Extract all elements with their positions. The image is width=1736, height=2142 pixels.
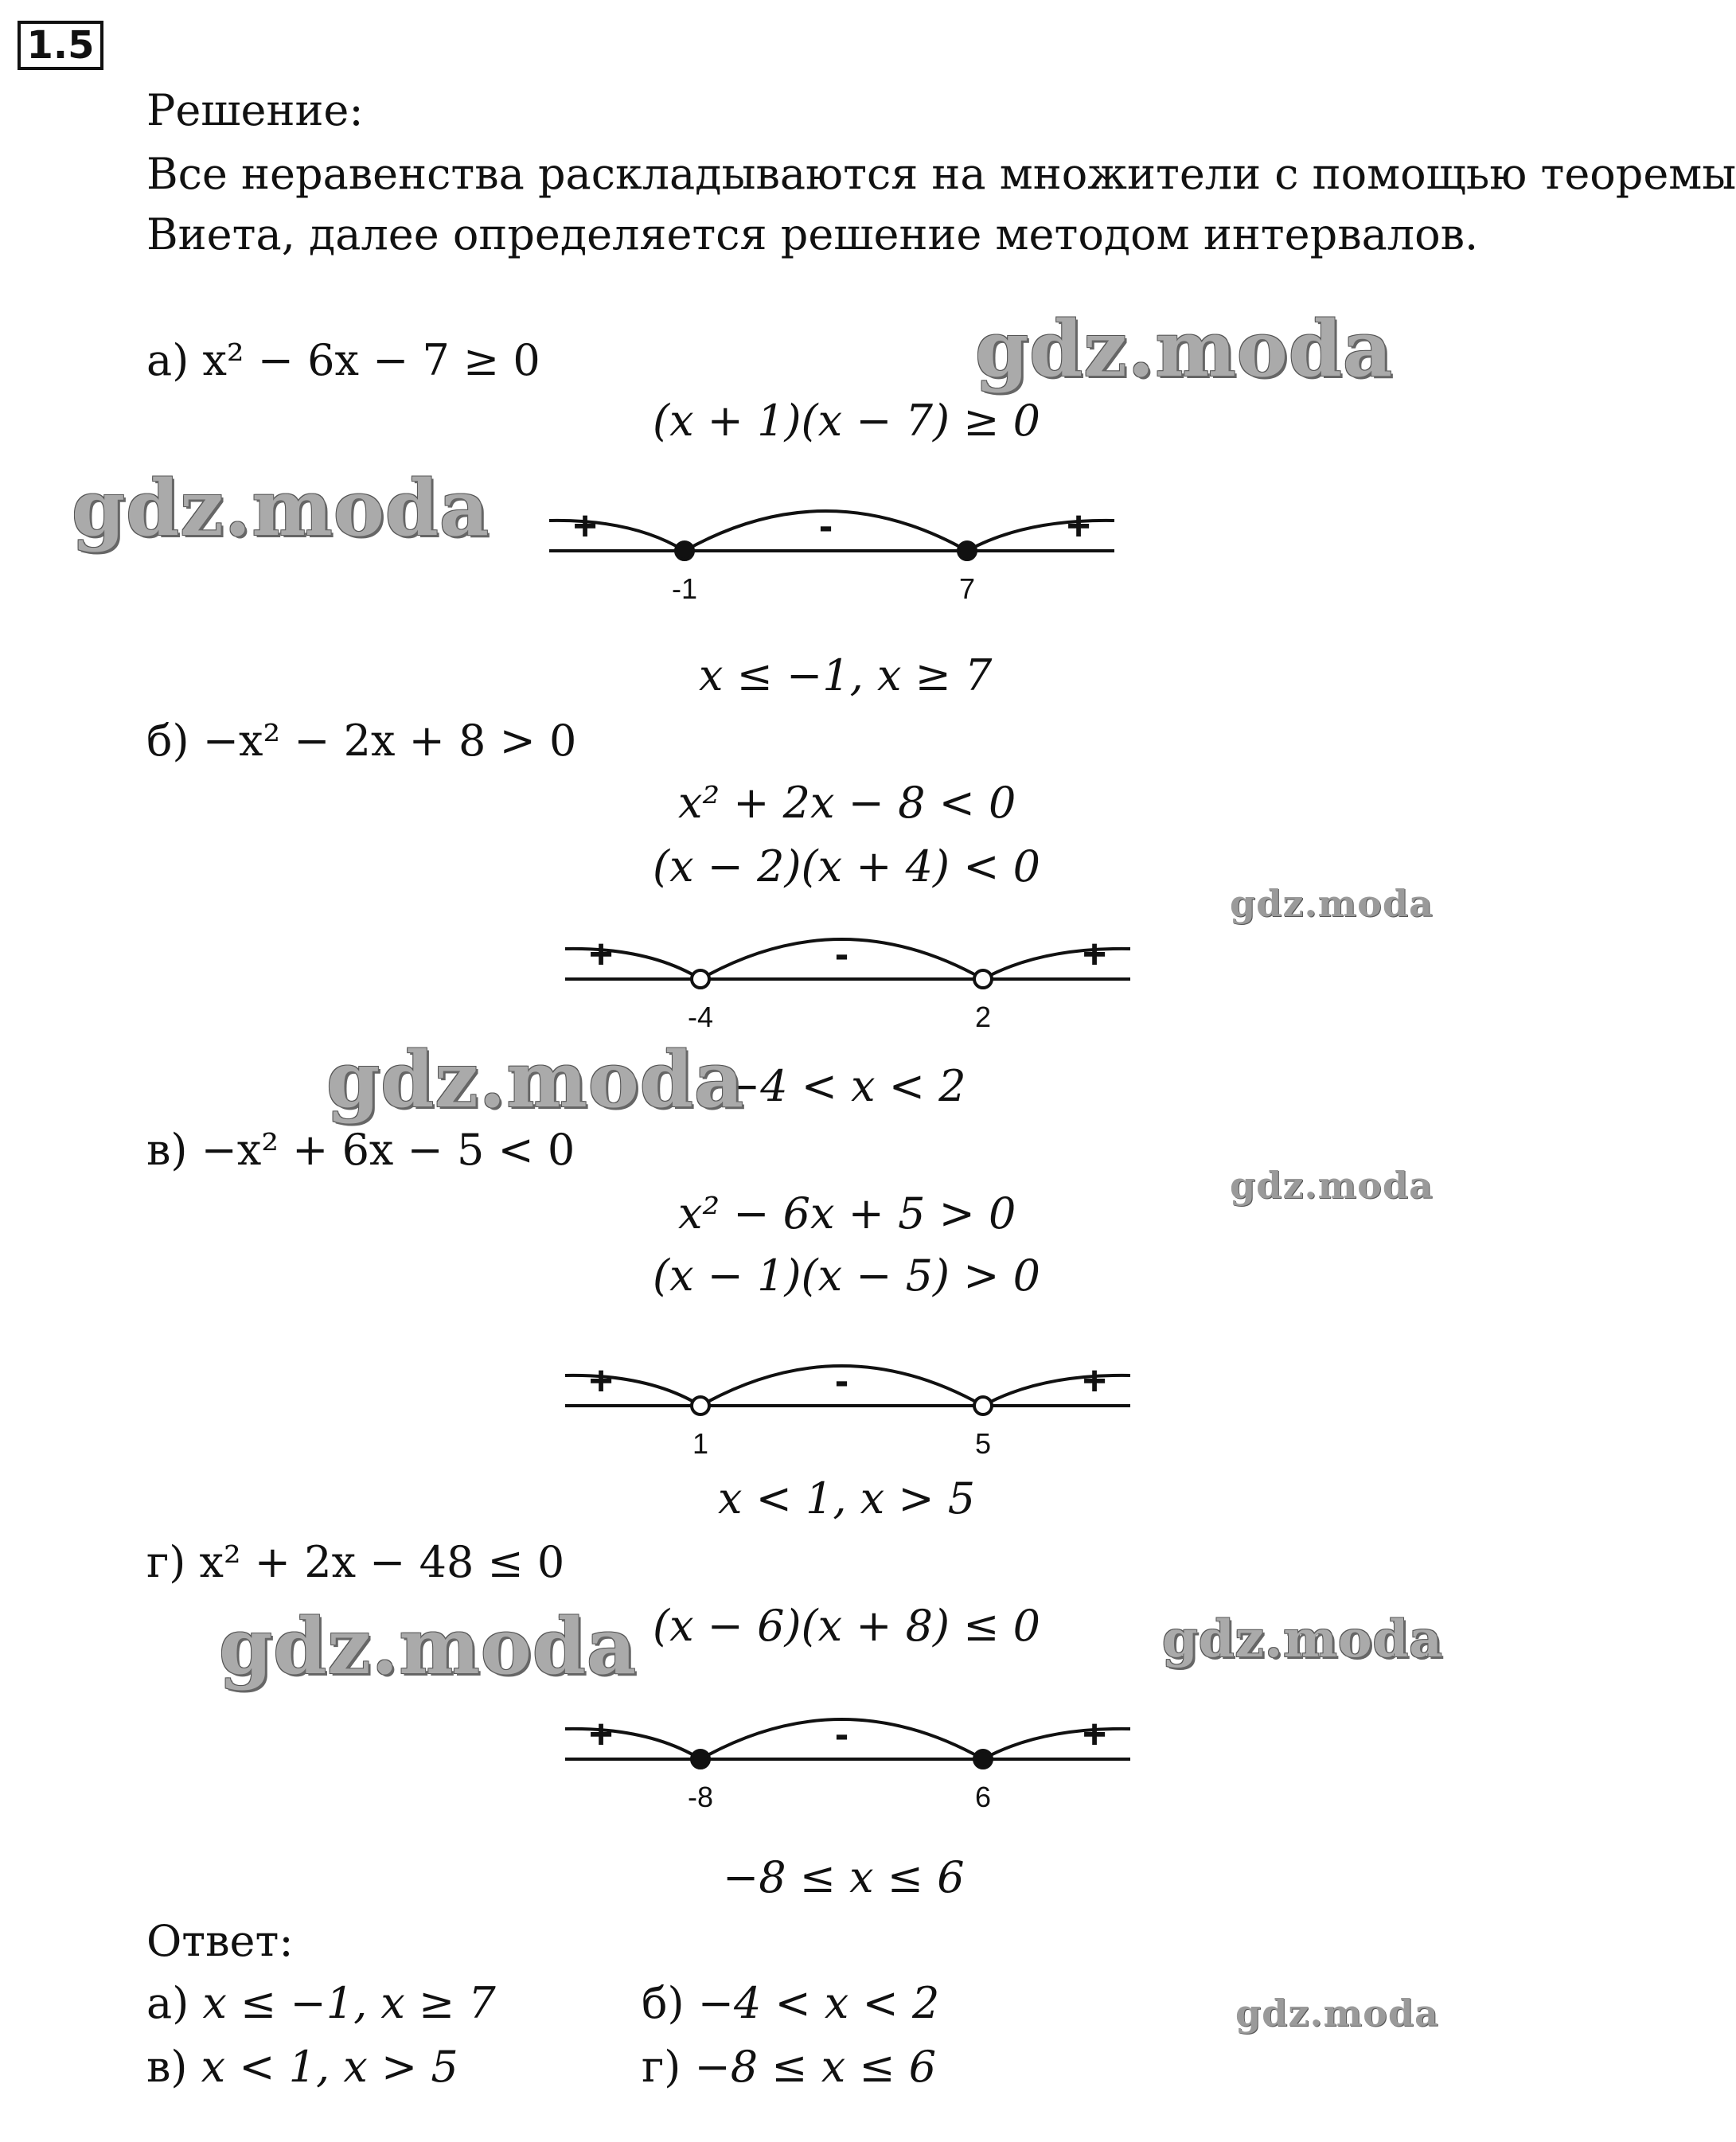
- sign-label: -: [834, 931, 849, 977]
- watermark: gdz.moda: [1230, 1164, 1434, 1207]
- solution-heading: Решение:: [146, 85, 364, 135]
- part-b-step: x² + 2x − 8 < 0: [678, 778, 1016, 828]
- answer-g: [642, 2042, 937, 2092]
- point-label: 2: [974, 1001, 992, 1033]
- part-g-label: г): [146, 1537, 186, 1587]
- point-label: -4: [687, 1001, 714, 1033]
- part-a-result: x ≤ −1, x ≥ 7: [699, 650, 993, 700]
- part-b-label: б): [146, 716, 189, 766]
- open-point: [692, 1397, 709, 1414]
- watermark: gdz.moda: [219, 1602, 638, 1691]
- point-label: -8: [687, 1781, 714, 1813]
- sign-arc: [565, 1729, 700, 1759]
- point-label: -1: [671, 572, 698, 605]
- part-v-step: x² − 6x + 5 > 0: [678, 1188, 1016, 1239]
- point-label: 5: [974, 1427, 992, 1460]
- part-v-factored: (x − 1)(x − 5) > 0: [653, 1250, 1040, 1301]
- number-line-g: [557, 1694, 1146, 1821]
- part-a-inequality: x² − 6x − 7 ≥ 0: [202, 335, 540, 385]
- part-b-factored: (x − 2)(x + 4) < 0: [653, 841, 1040, 892]
- part-a-factored: (x + 1)(x − 7) ≥ 0: [653, 396, 1040, 446]
- watermark: gdz.moda: [1162, 1609, 1443, 1669]
- point-label: 6: [974, 1781, 992, 1813]
- open-point: [974, 970, 992, 988]
- point-label: 1: [692, 1427, 709, 1460]
- part-g-inequality: x² + 2x − 48 ≤ 0: [199, 1537, 565, 1587]
- answer-a-label: а): [146, 1978, 189, 2028]
- sign-label: +: [1066, 503, 1091, 549]
- open-point: [974, 1397, 992, 1414]
- answer-b-value: −4 < x < 2: [697, 1978, 940, 2028]
- number-line-a: [541, 486, 1130, 613]
- part-b-statement: [146, 716, 577, 766]
- sign-arc: [565, 1375, 700, 1406]
- part-v-result: x < 1, x > 5: [718, 1473, 976, 1524]
- sign-label: +: [588, 1358, 614, 1404]
- point-label: 7: [958, 572, 976, 605]
- part-b-result: −4 < x < 2: [724, 1061, 966, 1111]
- part-a-label: а): [146, 335, 189, 385]
- part-a-statement: [146, 335, 540, 385]
- problem-number-badge: 1.5: [18, 21, 103, 70]
- answer-heading: Ответ:: [146, 1916, 294, 1966]
- answer-v: [146, 2042, 458, 2092]
- answer-b: [642, 1978, 940, 2028]
- number-line-b: [557, 914, 1146, 1041]
- answer-a: [146, 1978, 496, 2028]
- sign-arc: [983, 949, 1130, 979]
- part-v-label: в): [146, 1125, 188, 1175]
- answer-b-label: б): [642, 1978, 685, 2028]
- part-v-inequality: −x² + 6x − 5 < 0: [201, 1125, 575, 1175]
- filled-point: [974, 1750, 992, 1768]
- filled-point: [958, 542, 976, 560]
- sign-label: +: [1082, 931, 1107, 977]
- sign-label: +: [588, 931, 614, 977]
- sign-label: -: [834, 1711, 849, 1758]
- sign-arc: [983, 1729, 1130, 1759]
- part-g-statement: [146, 1537, 565, 1587]
- answer-v-label: в): [146, 2042, 188, 2092]
- sign-label: +: [1082, 1358, 1107, 1404]
- sign-label: +: [1082, 1711, 1107, 1758]
- watermark: gdz.moda: [1235, 1992, 1439, 2035]
- watermark: gdz.moda: [326, 1035, 745, 1125]
- watermark: gdz.moda: [1230, 882, 1434, 925]
- intro-line-2: Виета, далее определяется решение методом интервалов.: [146, 209, 1479, 259]
- part-v-statement: [146, 1125, 575, 1175]
- answer-v-value: x < 1, x > 5: [201, 2042, 458, 2092]
- intro-line-1: Все неравенства раскладываются на множители с помощью теоремы: [146, 149, 1736, 199]
- watermark: gdz.moda: [975, 304, 1394, 394]
- answer-a-value: x ≤ −1, x ≥ 7: [202, 1978, 496, 2028]
- sign-label: +: [588, 1711, 614, 1758]
- part-g-result: −8 ≤ x ≤ 6: [723, 1852, 965, 1902]
- answer-g-value: −8 ≤ x ≤ 6: [694, 2042, 937, 2092]
- sign-label: +: [572, 503, 598, 549]
- sign-label: -: [818, 503, 833, 549]
- filled-point: [692, 1750, 709, 1768]
- sign-arc: [549, 521, 685, 551]
- sign-arc: [983, 1375, 1130, 1406]
- sign-arc: [967, 521, 1114, 551]
- sign-label: -: [834, 1358, 849, 1404]
- part-g-factored: (x − 6)(x + 8) ≤ 0: [653, 1601, 1040, 1651]
- number-line-v: [557, 1340, 1146, 1468]
- filled-point: [676, 542, 693, 560]
- open-point: [692, 970, 709, 988]
- sign-arc: [565, 949, 700, 979]
- watermark: gdz.moda: [72, 463, 490, 553]
- part-b-inequality: −x² − 2x + 8 > 0: [202, 716, 577, 766]
- answer-g-label: г): [642, 2042, 681, 2092]
